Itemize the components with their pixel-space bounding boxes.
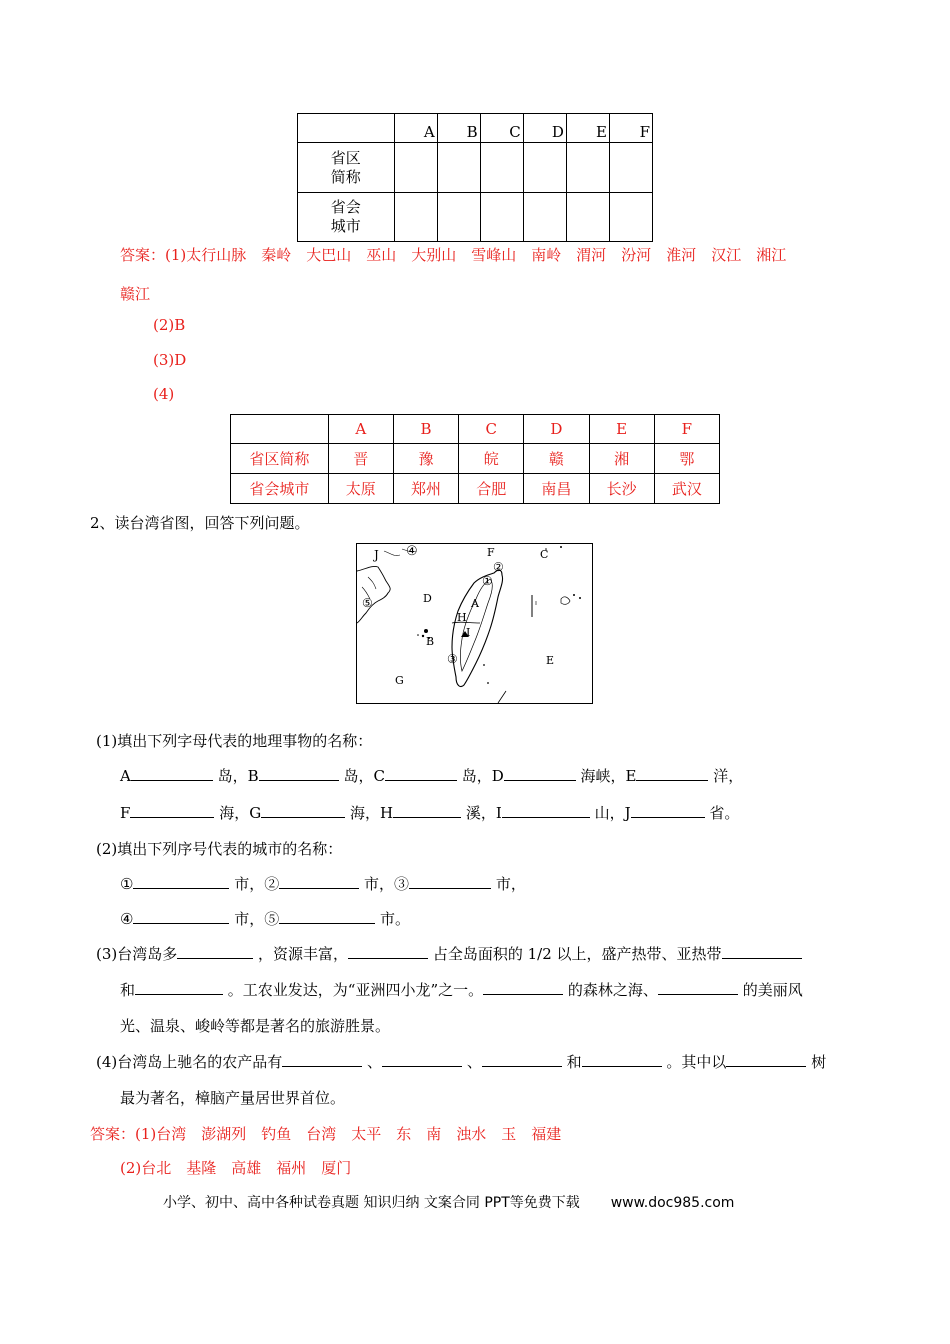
answer-blank[interactable]	[348, 944, 428, 959]
row-label: 省会城市	[231, 474, 329, 504]
col-header: F	[609, 114, 652, 143]
answer-blank[interactable]	[636, 766, 708, 781]
answer-1-line-1: 答案：(1)太行山脉 秦岭 大巴山 巫山 大别山 雪峰山 南岭 渭河 汾河 淮河 汉江 湘江	[120, 246, 787, 264]
q2-part-4-line-1: (4)台湾岛上驰名的农产品有 、 、 和 。其中以 树	[96, 1053, 827, 1071]
col-header: D	[523, 114, 566, 143]
col-header: C	[480, 114, 523, 143]
blank-province-table	[297, 113, 653, 242]
map-label-D: D	[423, 592, 432, 605]
table-cell: 鄂	[654, 444, 719, 474]
map-label-1: ①	[482, 574, 493, 588]
table-cell: 豫	[393, 444, 458, 474]
question-2-title: 2、读台湾省图，回答下列问题。	[90, 514, 310, 532]
table-cell: 长沙	[589, 474, 654, 504]
header-empty	[298, 114, 395, 143]
table-cell: 合肥	[459, 474, 524, 504]
map-label-H: H	[457, 611, 467, 624]
answer-blank[interactable]	[130, 803, 214, 818]
answer-blank[interactable]	[259, 766, 339, 781]
header-empty	[231, 415, 329, 444]
footer-url[interactable]: www.doc985.com	[610, 1195, 735, 1211]
answer-blank[interactable]	[722, 944, 802, 959]
q2-part-3-line-3: 光、温泉、峻岭等都是著名的旅游胜景。	[120, 1017, 391, 1035]
col-header: B	[393, 415, 458, 444]
table-cell: 武汉	[654, 474, 719, 504]
map-label-B: B	[426, 635, 435, 648]
answer-1-part-4: (4)	[153, 385, 175, 403]
answer-province-table	[230, 414, 720, 504]
map-label-3: ③	[447, 652, 458, 666]
answer-blank[interactable]	[502, 803, 590, 818]
answer-blank[interactable]	[133, 909, 229, 924]
answer-blank[interactable]	[135, 980, 223, 995]
answer-1-part-3: (3)D	[153, 351, 187, 369]
q2-part-1-line-2: F 海，G 海，H 溪，I 山，J 省。	[120, 804, 740, 822]
table-cell: 赣	[524, 444, 589, 474]
answer-blank[interactable]	[726, 1052, 806, 1067]
q2-part-4-line-2: 最为著名，樟脑产量居世界首位。	[120, 1089, 346, 1107]
q2-part-1-line-1: A 岛，B 岛，C 岛，D 海峡，E 洋，	[120, 767, 744, 785]
row-label: 省区简称	[231, 444, 329, 474]
map-label-F: F	[487, 546, 495, 559]
col-header: C	[459, 415, 524, 444]
answer-blank[interactable]	[385, 766, 457, 781]
taiwan-map	[356, 543, 593, 704]
answer-blank[interactable]	[482, 1052, 562, 1067]
map-label-2: ②	[493, 560, 504, 574]
answer-blank[interactable]	[631, 803, 705, 818]
answer-blank[interactable]	[261, 803, 345, 818]
table-cell: 晋	[328, 444, 393, 474]
answer-blank[interactable]	[279, 909, 375, 924]
answer-blank[interactable]	[279, 874, 359, 889]
table-cell: 湘	[589, 444, 654, 474]
map-label-5: ⑤	[362, 596, 373, 610]
answer-2-part-2: (2)台北 基隆 高雄 福州 厦门	[120, 1159, 352, 1177]
map-label-E: E	[546, 654, 555, 667]
q2-part-2-prompt: (2)填出下列序号代表的城市的名称：	[96, 840, 343, 858]
row-label: 省区 简称	[298, 143, 395, 193]
col-header: A	[394, 114, 437, 143]
answer-blank[interactable]	[131, 766, 213, 781]
answer-blank[interactable]	[282, 1052, 362, 1067]
answer-1-part-2: (2)B	[153, 316, 186, 334]
col-header: B	[437, 114, 480, 143]
footer-text: 小学、初中、高中各种试卷真题 知识归纳 文案合同 PPT等免费下载	[163, 1195, 580, 1211]
map-label-G: G	[395, 674, 404, 687]
answer-blank[interactable]	[133, 874, 229, 889]
q2-part-3-line-1: (3)台湾岛多 ，资源丰富， 占全岛面积的 1/2 以上，盛产热带、亚热带	[96, 943, 802, 964]
q2-part-2-line-2: ④ 市，⑤ 市。	[120, 910, 411, 928]
answer-1-line-2: 赣江	[120, 285, 151, 303]
answer-blank[interactable]	[504, 766, 576, 781]
table-cell: 太原	[328, 474, 393, 504]
q2-part-1-prompt: (1)填出下列字母代表的地理事物的名称：	[96, 732, 373, 750]
q2-part-3-line-2: 和 。工农业发达，为“亚洲四小龙”之一。 的森林之海、 的美丽风	[120, 981, 803, 999]
map-label-A: A	[471, 597, 479, 610]
col-header: E	[566, 114, 609, 143]
answer-blank[interactable]	[393, 803, 461, 818]
map-label-I: I	[466, 626, 471, 639]
row-label: 省会 城市	[298, 193, 395, 242]
map-label-J: J	[374, 548, 379, 562]
map-label-4: ④	[406, 544, 418, 559]
table-cell: 皖	[459, 444, 524, 474]
col-header: E	[589, 415, 654, 444]
col-header: A	[328, 415, 393, 444]
answer-blank[interactable]	[177, 944, 253, 959]
q2-part-2-line-1: ① 市，② 市，③ 市，	[120, 875, 526, 893]
answer-blank[interactable]	[658, 980, 738, 995]
footer	[163, 1192, 734, 1212]
map-label-C: C	[540, 548, 549, 561]
answer-blank[interactable]	[582, 1052, 662, 1067]
answer-2-part-1: 答案：(1)台湾 澎湖列 钓鱼 台湾 太平 东 南 浊水 玉 福建	[90, 1125, 562, 1143]
table-cell: 南昌	[524, 474, 589, 504]
col-header: F	[654, 415, 719, 444]
table-cell: 郑州	[393, 474, 458, 504]
answer-blank[interactable]	[409, 874, 491, 889]
col-header: D	[524, 415, 589, 444]
answer-blank[interactable]	[483, 980, 563, 995]
answer-blank[interactable]	[382, 1052, 462, 1067]
